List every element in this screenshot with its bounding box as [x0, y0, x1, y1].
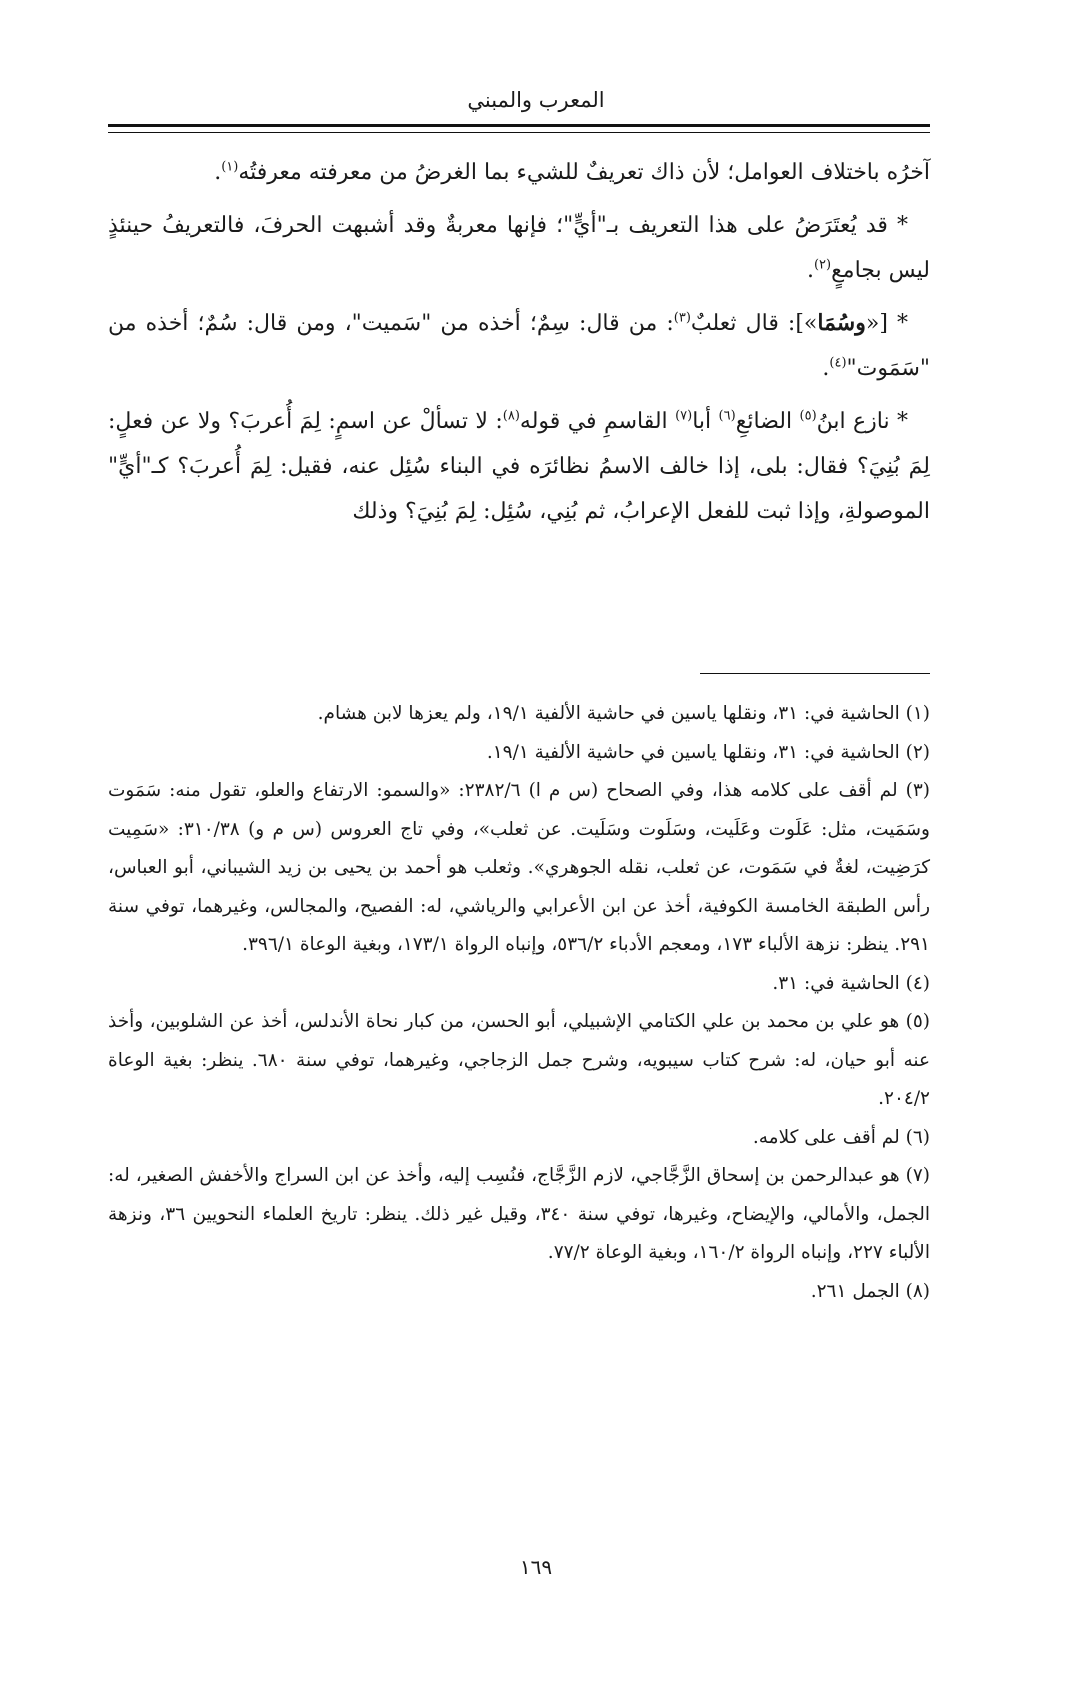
- footnote-1: (١) الحاشية في: ٣١، ونقلها ياسين في حاشية الألفية ١٩/١، ولم يعزها لابن هشام.: [317, 703, 930, 724]
- running-title: المعرب والمبني: [467, 88, 605, 112]
- paragraph-1: آخرُه باختلاف العوامل؛ لأن ذاك تعريفٌ للشيء بما الغرضُ من معرفته معرفتُه$^{(١)}$.: [214, 159, 930, 185]
- footnote-ref-2[interactable]: (٢): [813, 257, 832, 273]
- footnote-ref-7[interactable]: (٧): [675, 408, 693, 424]
- footnote-ref-1[interactable]: (١): [221, 159, 239, 175]
- paragraph-4: * نازع ابنُ$^{(٥)}$ الضائعِ$^{(٦)}$ أبا$^{(٧)}$ القاسمِ في قوله$^{(٨)}$: لا تسألْ عن اسمٍ: لِمَ أُعربَ؟ ولا عن فعلٍ: لِمَ بُنِيَ؟ فقال: بلى، إذا خالف الاسمُ نظائرَه في البناء سُئِل عنه، فقيل: لِمَ أُعربَ؟ كـ"أيٍّ" الموصولةِ، وإذا ثبت للفعل الإعرابُ، ثم بُنِي، سُئِل: لِمَ بُنِيَ؟ وذلك: [108, 408, 930, 524]
- footnote-ref-4[interactable]: (٤): [829, 355, 847, 371]
- footnote-ref-8[interactable]: (٨): [502, 408, 520, 424]
- main-text: [108, 150, 930, 542]
- footnote-ref-5[interactable]: (٥): [799, 408, 817, 424]
- entry-term: وسُمَا: [817, 310, 866, 336]
- paragraph-3: * [«وسُمَا»]: قال ثعلبٌ$^{(٣)}$: من قال: سِمٌ؛ أخذه من "سَميت"، ومن قال: سُمٌ؛ أخذه من "سَمَوت"$^{(٤)}$.: [108, 310, 930, 381]
- footnote-4: (٤) الحاشية في: ٣١.: [772, 972, 930, 994]
- footnotes-section: [108, 695, 930, 1311]
- footnote-7: (٧) هو عبدالرحمن بن إسحاق الزَّجَّاجي، لازم الزَّجَّاج، فنُسِب إليه، وأخذ عن ابن السراج والأخفش الصغير، له: الجمل، والأمالي، والإيضاح، وغيرها، توفي سنة ٣٤٠، وقيل غير ذلك. ينظر: تاريخ العلماء النحويين ٣٦، ونزهة الألباء ٢٢٧، وإنباه الرواة ١٦٠/٢، وبغية الوعاة ٧٧/٢.: [108, 1165, 930, 1263]
- footnote-separator: [700, 673, 930, 674]
- page-number: ١٦٩: [519, 1555, 553, 1579]
- footnote-3: (٣) لم أقف على كلامه هذا، وفي الصحاح (س م ا) ٢٣٨٢/٦: «والسمو: الارتفاع والعلو، تقول منه: سَمَوت وسَمَيت، مثل: عَلَوت وعَلَيت، وسَلَوت وسَلَيت. عن ثعلب»، وفي تاج العروس (س م و) ٣١٠/٣٨: «سَمِيت كرَضِيت، لغةٌ في سَمَوت، عن ثعلب، نقله الجوهري». وثعلب هو أحمد بن يحيى بن زيد الشيباني، أبو العباس، رأس الطبقة الخامسة الكوفية، أخذ عن ابن الأعرابي والرياشي، له: الفصيح، والمجالس، وغيرهما، توفي سنة ٢٩١. ينظر: نزهة الألباء ١٧٣، ومعجم الأدباء ٥٣٦/٢، وإنباه الرواة ١٧٣/١، وبغية الوعاة ٣٩٦/١.: [108, 780, 930, 955]
- footnote-5: (٥) هو علي بن محمد بن علي الكتامي الإشبيلي، أبو الحسن، من كبار نحاة الأندلس، أخذ عن الشلوبين، وأخذ عنه أبو حيان، له: شرح كتاب سيبويه، وشرح جمل الزجاجي، وغيرهما، توفي سنة ٦٨٠. ينظر: بغية الوعاة ٢٠٤/٢.: [108, 1011, 930, 1109]
- footnote-6: (٦) لم أقف على كلامه.: [752, 1126, 930, 1148]
- footnote-2: (٢) الحاشية في: ٣١، ونقلها ياسين في حاشية الألفية ١٩/١.: [486, 741, 930, 763]
- header-rule-thin: [108, 132, 930, 133]
- footnote-ref-6[interactable]: (٦): [718, 408, 736, 424]
- footnote-8: (٨) الجمل ٢٦١.: [810, 1280, 930, 1302]
- paragraph-2: * قد يُعتَرَضُ على هذا التعريف بـ"أيٍّ"؛ فإنها معربةٌ وقد أشبهت الحرفَ، فالتعريفُ حينئذٍ ليس بجامعٍ$^{(٢)}$.: [108, 213, 930, 283]
- header-rule-thick: [108, 124, 930, 127]
- footnote-ref-3[interactable]: (٣): [673, 310, 691, 326]
